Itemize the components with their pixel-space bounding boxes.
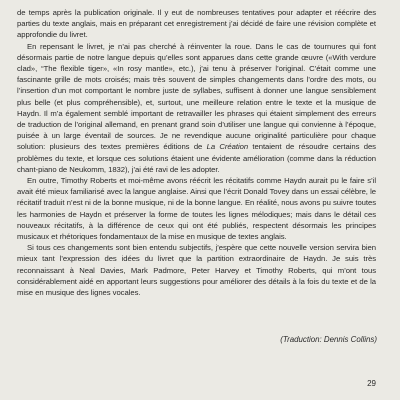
paragraph-2: [17, 41, 376, 175]
document-body: [17, 7, 376, 298]
paragraph-1: [17, 7, 376, 41]
translator-credit: (Traduction: Dennis Collins): [280, 335, 377, 344]
page-number: 29: [367, 379, 376, 388]
paragraph-4: [17, 242, 376, 298]
work-title-italic: La Création: [206, 142, 249, 152]
text-segment: tentaient de résoudre certains des problèmes du texte, et lorsque ces solutions étaient une évidente amélioration (comme dans la réduction chant-piano de Neukomm, 1832), j’ai été ravi de les adopter.: [17, 142, 376, 174]
text-segment: de temps après la publication originale. Il y eut de nombreuses tentatives pour adapter et réécrire des parties du texte anglais, mais en préparant cet enregistrement j’ai décidé de faire une révision complète et approfondie du livret.: [17, 8, 376, 40]
text-segment: Si tous ces changements sont bien entendu subjectifs, j’espère que cette nouvelle version servira bien mieux tant l’expression des idées du livret que la partition extraordinaire de Haydn. Je suis très reconnaissant à Neal Davies, Mark Padmore, Peter Harvey et Timothy Roberts, qui m’ont tous considérablement aidé en apportant leurs suggestions pour améliorer des détails à la fois du texte et de la mise en musique des lignes vocales.: [17, 243, 376, 298]
text-segment: En outre, Timothy Roberts et moi-même avons réécrit les récitatifs comme Haydn aurait pu le faire s’il avait été mieux familiarisé avec la langue anglaise. Ainsi que l’écrit Donald Tovey dans un essai célèbre, le récitatif traduit n’est ni de la bonne musique, ni de la bonne langue. En réalité, nous avons pu suivre toutes les harmonies de Haydn et préserver la forme de toutes les lignes mélodiques; mais dans le détail ces nouveaux récitatifs, à la différence de ceux qui ont été publiés, respectent désormais les principes musicaux et rhétoriques fondamentaux de la mise en musique de textes anglais.: [17, 176, 376, 242]
text-segment: En repensant le livret, je n’ai pas cherché à réinventer la roue. Dans le cas de tournures qui font désormais partie de notre langue depuis qu’elles sont apparues dans cette grande œuvre («With verdure clad», “The flexible tiger», «In rosy mantle», etc.), j’ai tenu à préserver l’original. C’était comme une fascinante grille de mots croisés; mais très souvent de simples changements dans l’ordre des mots, ou l’insertion d’un mot comportant le nombre juste de syllabes, suffisent à donner une langue sensiblement plus belle (et plus compréhensible), et, surtout, une meilleure relation entre le texte et la musique de Haydn. Il m’a également semblé important de retravailler les phrases qui étaient simplement des erreurs de traduction de l’original allemand, en prenant grand soin d’utiliser une langue qui convienne à l’époque, puisée à un large éventail de sources. Je ne revendique aucune originalité particulière pour chaque solution: plusieurs des textes premières éditions de: [17, 41, 376, 152]
paragraph-3: [17, 175, 376, 242]
